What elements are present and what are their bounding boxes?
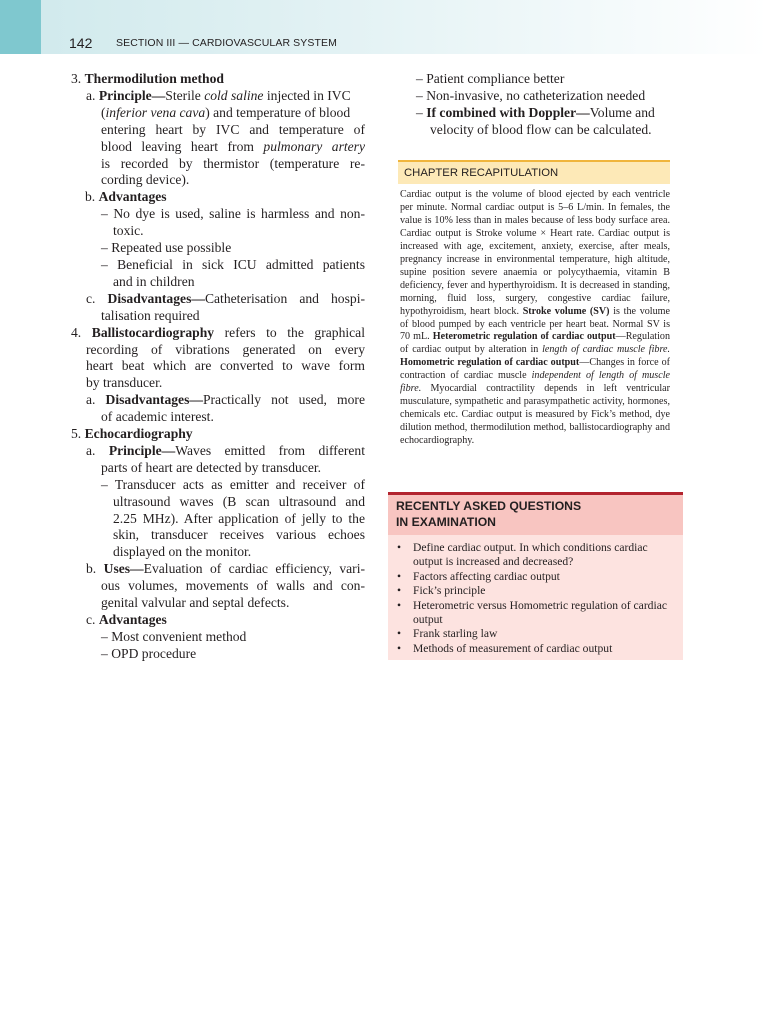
- text-line: and in children: [113, 273, 195, 289]
- item-thermodilution: 3. Thermodilution method: [71, 71, 224, 86]
- text-line: entering heart by IVC and temperature of: [101, 121, 365, 137]
- echo-advantages: c. Advantages: [86, 612, 167, 627]
- text-line: – Transducer acts as emitter and receiver of: [101, 476, 365, 492]
- list-item: • Methods of measurement of cardiac output: [388, 642, 683, 656]
- left-column: [67, 71, 365, 663]
- text-line: 2.25 MHz). After application of jelly to the: [113, 510, 365, 526]
- recent-questions-list: [388, 541, 683, 656]
- chapter-recap-header: [398, 160, 670, 184]
- recent-questions-title: RECENTLY ASKED QUESTIONS IN EXAMINATION: [388, 495, 683, 535]
- list-item: • Factors affecting cardiac output: [388, 570, 683, 584]
- text-line: – OPD procedure: [101, 645, 197, 661]
- page-number: 142: [69, 35, 93, 51]
- text-line: by transducer.: [86, 375, 163, 391]
- list-item: • Define cardiac output. In which conditions cardiac output is increased and decreased?: [388, 541, 683, 570]
- list-item: • Heterometric versus Homometric regulation of cardiac output: [388, 599, 683, 628]
- text-line: genital valvular and septal defects.: [101, 595, 290, 611]
- text-line: recording of vibrations generated on every: [86, 341, 365, 357]
- text-line: parts of heart are detected by transducer.: [101, 459, 322, 475]
- recent-questions-box: [388, 492, 683, 660]
- thermo-principle: a. Principle—Sterile cold saline injected in IVC: [86, 87, 351, 103]
- chapter-recap-title: CHAPTER RECAPITULATION: [404, 167, 559, 179]
- text-line: – Repeated use possible: [101, 240, 232, 256]
- text-line: toxic.: [113, 223, 144, 239]
- item-echocardiography: 5. Echocardiography: [71, 426, 193, 442]
- text-line: velocity of blood flow can be calculated.: [430, 121, 652, 137]
- text-line: – No dye is used, saline is harmless and non-: [101, 206, 365, 222]
- text-line: – Non-invasive, no catheterization needed: [416, 87, 646, 103]
- corner-block: [0, 0, 41, 54]
- echo-uses: b. Uses—Evaluation of cardiac efficiency, vari-: [86, 561, 366, 577]
- heading-thermodilution: Thermodilution method: [84, 71, 224, 86]
- text-line: talisation required: [101, 307, 200, 323]
- text-line: blood leaving heart from pulmonary artery: [101, 138, 365, 154]
- thermo-disadvantages: c. Disadvantages—Catheterisation and hospi-: [86, 290, 365, 306]
- ballisto-disadvantages: a. Disadvantages—Practically not used, more: [86, 392, 365, 408]
- text-line: displayed on the monitor.: [113, 544, 252, 560]
- list-item: • Frank starling law: [388, 627, 683, 641]
- text-line: skin, transducer receives various echoes: [113, 527, 365, 543]
- text-line: – Patient compliance better: [416, 71, 565, 86]
- item-ballistocardiography: 4. Ballistocardiography refers to the graphical: [71, 324, 365, 340]
- text-line: ous volumes, movements of walls and con-: [101, 578, 365, 594]
- text-line: – Most convenient method: [101, 628, 247, 644]
- right-column-continuation: [416, 71, 684, 139]
- running-head: SECTION III — CARDIOVASCULAR SYSTEM: [116, 37, 337, 49]
- text-line: heart beat which are converted to wave form: [86, 358, 365, 374]
- text-line: ultrasound waves (B scan ultrasound and: [113, 493, 365, 509]
- chapter-recap-body: Cardiac output is the volume of blood ejected by each ventricle per minute. Normal cardiac output is 5–6 L/min. In females, the value is 10% less than in males because of less body surface area. Cardiac output is Stroke volume × Heart rate. Cardiac output is increased with age, excitement, anxiety, exercise, after meals, pregnancy increase in environmental temperature, high altitude, supine position severe anaemia or polycythaemia, vitamin B deficiency, fever and hyperthyroidism. It is decreased in standing, morning, fluid loss, surgery, congestive cardiac failure, hypothyroidism, heart block. Stroke volume (SV) is the volume of blood pumped by each ventricle per heart beat. Normal SV is 70 mL. Heterometric regulation of cardiac output—Regulation of cardiac output by alteration in length of cardiac muscle fibre. Homometric regulation of cardiac output—Changes in force of contraction of cardiac muscle independent of length of muscle fibre. Myocardial contractility depends in left ventricular musculature, sympathetic and parasympathetic activity, hormones, chemicals etc. Cardiac output is measured by Fick’s method, dye dilution method, thermodilution method, ballistocardiography and echocardiography.: [400, 189, 670, 447]
- echo-principle: a. Principle—Waves emitted from different: [86, 442, 365, 458]
- text-line: (inferior vena cava) and temperature of blood: [101, 104, 351, 120]
- doppler-line: – If combined with Doppler—Volume and: [416, 104, 655, 120]
- text-line: – Beneficial in sick ICU admitted patients: [101, 256, 365, 272]
- text-line: of academic interest.: [101, 409, 214, 425]
- list-item: • Fick’s principle: [388, 584, 683, 598]
- text-line: is recorded by thermistor (temperature re-: [101, 155, 365, 171]
- text-line: cording device).: [101, 172, 190, 188]
- thermo-advantages: b. Advantages: [85, 189, 167, 205]
